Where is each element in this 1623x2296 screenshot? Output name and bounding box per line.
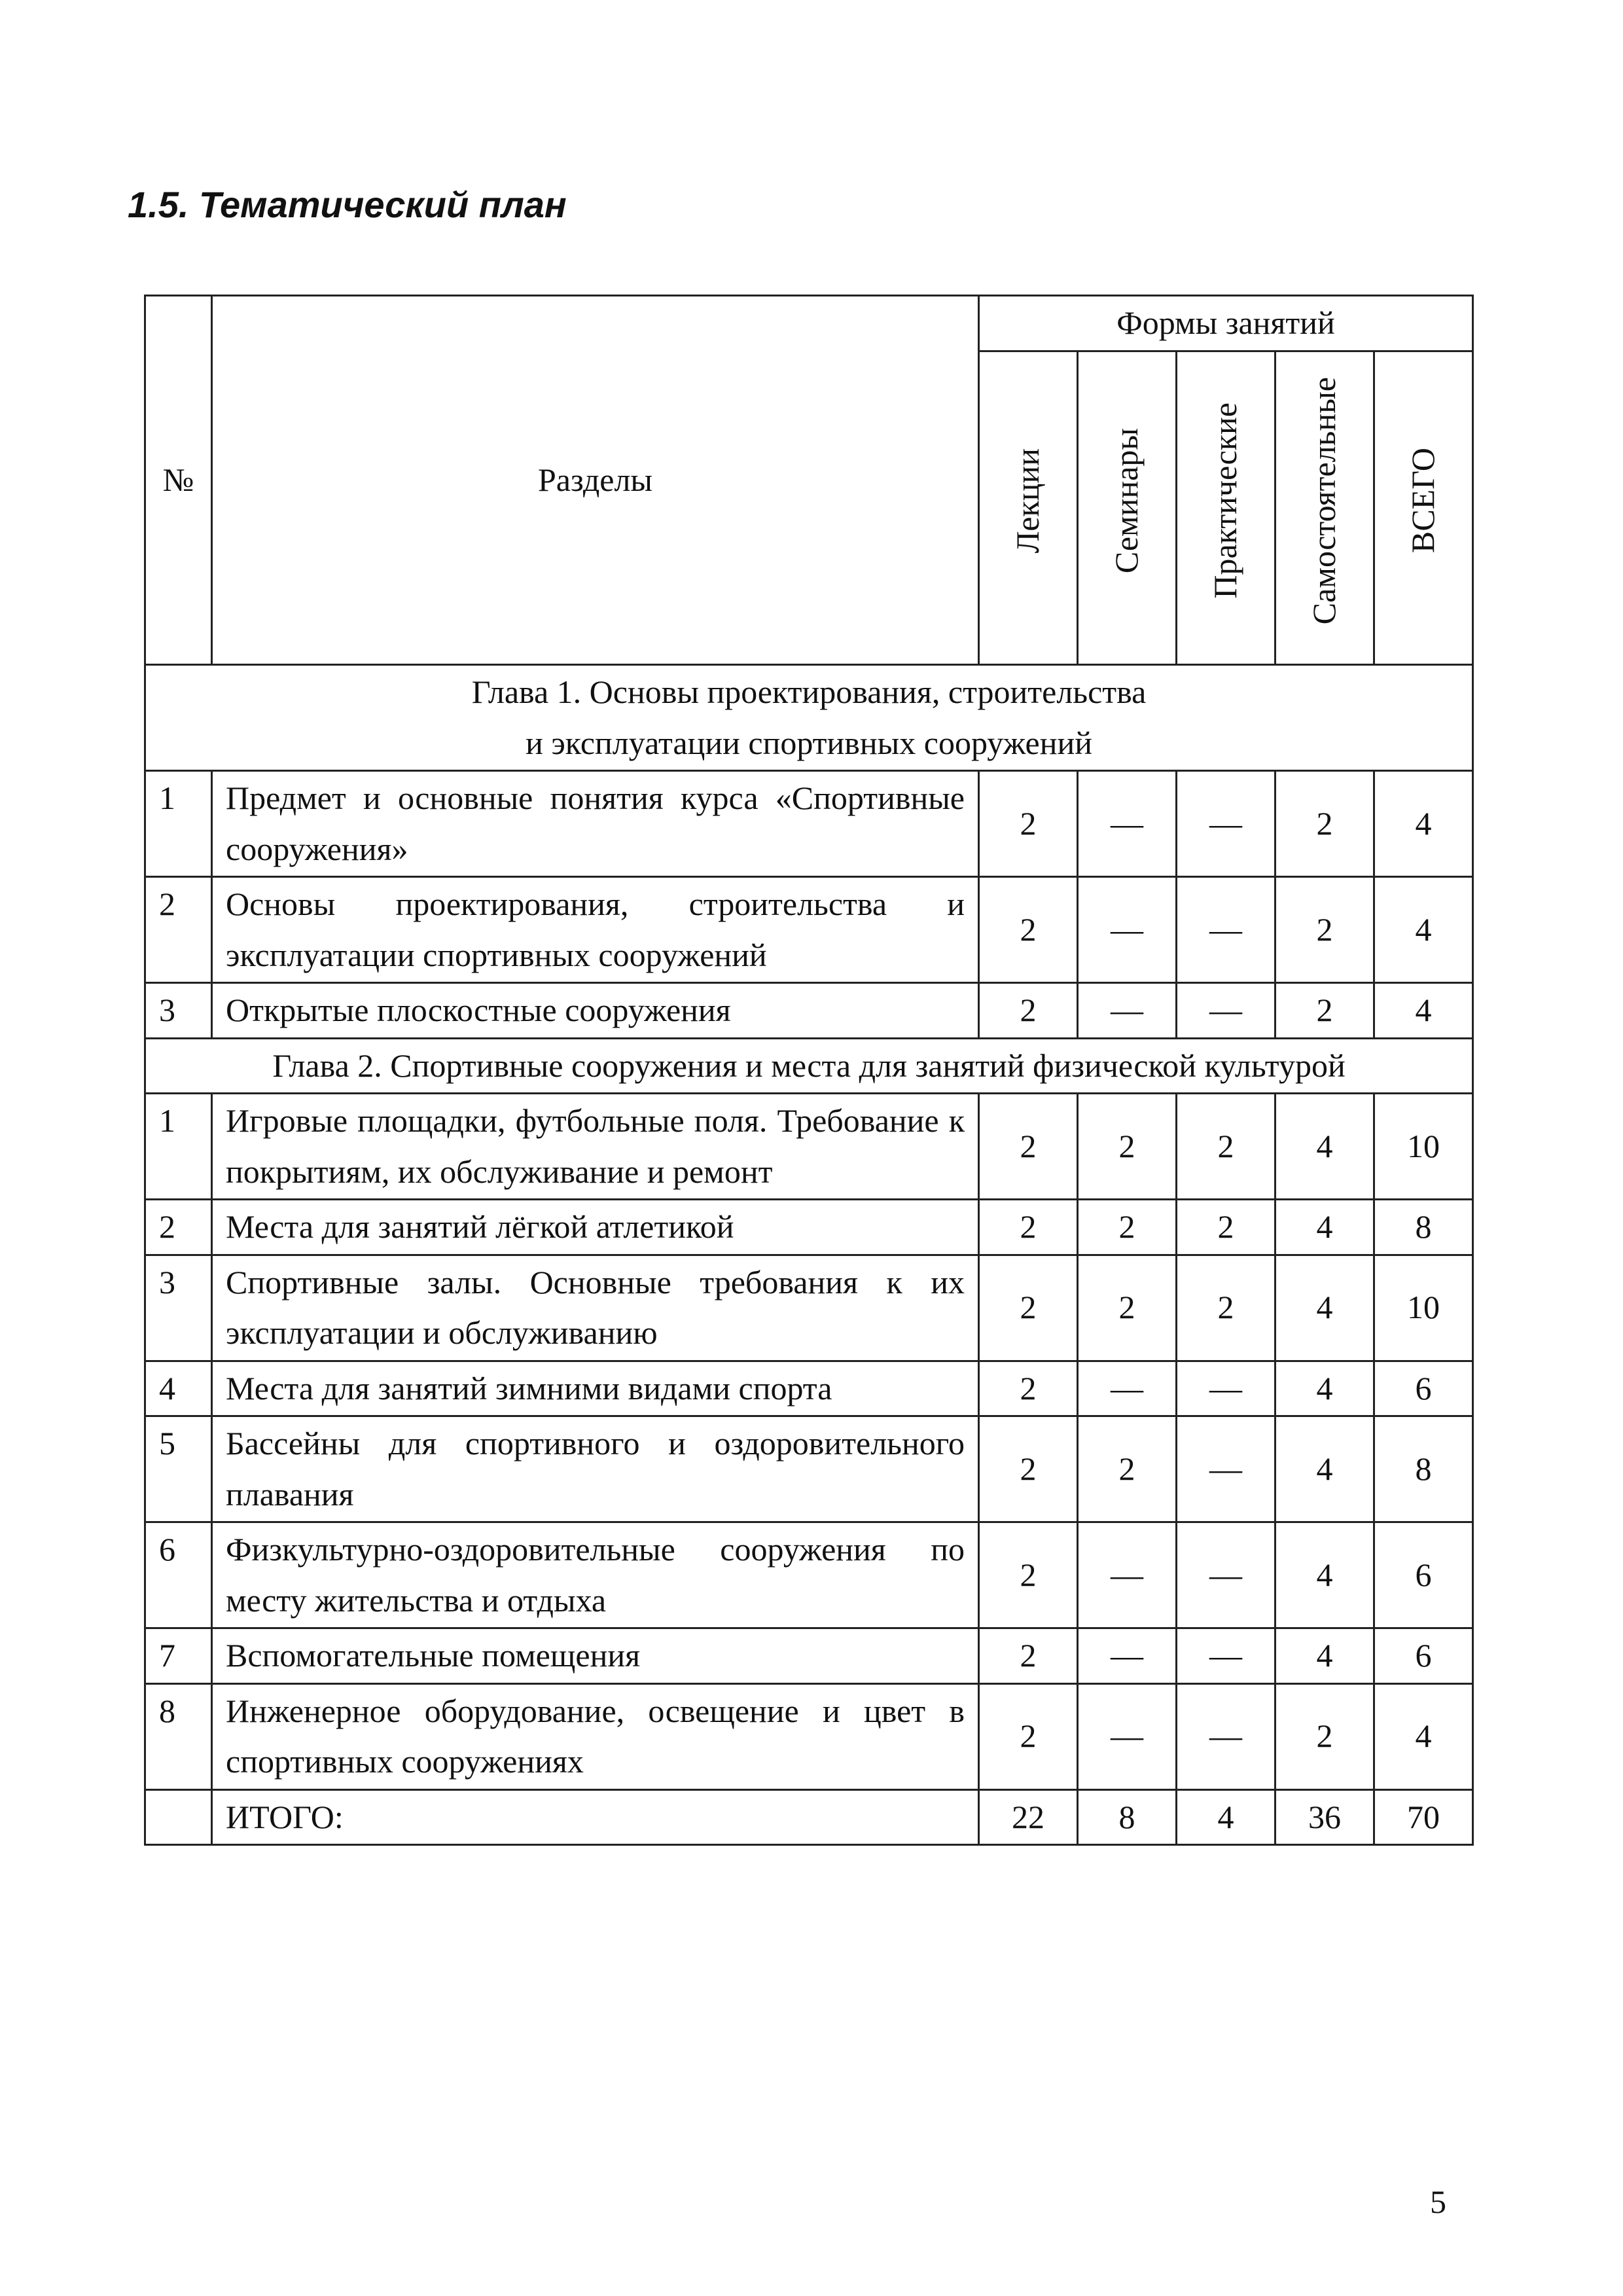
cell-seminars: — xyxy=(1078,983,1177,1039)
row-section: Места для занятий лёгкой атлетикой xyxy=(212,1200,979,1255)
cell-practical: — xyxy=(1177,877,1275,983)
total-row xyxy=(145,1789,1473,1845)
cell-total: 4 xyxy=(1374,983,1473,1039)
header-sections: Разделы xyxy=(212,296,979,665)
cell-independent: 2 xyxy=(1275,877,1374,983)
row-section: Физкультурно-оздоровительные сооружения по месту жительства и отдыха xyxy=(212,1522,979,1628)
chapter-row xyxy=(145,1038,1473,1094)
cell-independent: 2 xyxy=(1275,771,1374,877)
header-practical: Практические xyxy=(1177,351,1275,665)
row-number: 6 xyxy=(145,1522,212,1628)
total-lectures: 22 xyxy=(979,1789,1078,1845)
cell-practical: — xyxy=(1177,1361,1275,1416)
cell-seminars: — xyxy=(1078,1628,1177,1684)
cell-lectures: 2 xyxy=(979,1094,1078,1200)
cell-lectures: 2 xyxy=(979,1255,1078,1361)
cell-independent: 2 xyxy=(1275,1683,1374,1789)
row-number: 3 xyxy=(145,983,212,1039)
cell-total: 10 xyxy=(1374,1094,1473,1200)
row-number: 4 xyxy=(145,1361,212,1416)
cell-independent: 4 xyxy=(1275,1200,1374,1255)
row-number: 1 xyxy=(145,771,212,877)
row-number: 2 xyxy=(145,877,212,983)
cell-independent: 4 xyxy=(1275,1094,1374,1200)
cell-lectures: 2 xyxy=(979,1200,1078,1255)
table-row xyxy=(145,771,1473,877)
header-seminars: Семинары xyxy=(1078,351,1177,665)
row-section: Основы проектирования, строительства и эксплуатации спортивных сооружений xyxy=(212,877,979,983)
cell-lectures: 2 xyxy=(979,983,1078,1039)
header-lectures: Лекции xyxy=(979,351,1078,665)
cell-practical: 2 xyxy=(1177,1200,1275,1255)
cell-practical: — xyxy=(1177,1628,1275,1684)
row-number: 8 xyxy=(145,1683,212,1789)
header-total: ВСЕГО xyxy=(1374,351,1473,665)
thematic-plan-table xyxy=(144,295,1474,1846)
row-section: Вспомогательные помещения xyxy=(212,1628,979,1684)
cell-practical: — xyxy=(1177,1522,1275,1628)
cell-seminars: 2 xyxy=(1078,1255,1177,1361)
cell-practical: — xyxy=(1177,983,1275,1039)
page-number: 5 xyxy=(1430,2183,1446,2220)
cell-lectures: 2 xyxy=(979,771,1078,877)
cell-seminars: 2 xyxy=(1078,1094,1177,1200)
row-number: 5 xyxy=(145,1416,212,1522)
cell-practical: — xyxy=(1177,1416,1275,1522)
cell-seminars: — xyxy=(1078,877,1177,983)
row-section: Бассейны для спортивного и оздоровительного плавания xyxy=(212,1416,979,1522)
table-row xyxy=(145,877,1473,983)
cell-seminars: — xyxy=(1078,771,1177,877)
cell-independent: 4 xyxy=(1275,1416,1374,1522)
table-row xyxy=(145,1255,1473,1361)
cell-total: 4 xyxy=(1374,771,1473,877)
row-number: 1 xyxy=(145,1094,212,1200)
total-independent: 36 xyxy=(1275,1789,1374,1845)
cell-practical: — xyxy=(1177,1683,1275,1789)
table-row xyxy=(145,983,1473,1039)
cell-independent: 4 xyxy=(1275,1361,1374,1416)
cell-lectures: 2 xyxy=(979,1683,1078,1789)
row-section: Инженерное оборудование, освещение и цвет в спортивных сооружениях xyxy=(212,1683,979,1789)
total-all: 70 xyxy=(1374,1789,1473,1845)
cell-lectures: 2 xyxy=(979,1361,1078,1416)
table-row xyxy=(145,1200,1473,1255)
header-num: № xyxy=(145,296,212,665)
cell-independent: 4 xyxy=(1275,1255,1374,1361)
cell-total: 4 xyxy=(1374,1683,1473,1789)
cell-practical: — xyxy=(1177,771,1275,877)
cell-independent: 4 xyxy=(1275,1522,1374,1628)
cell-total: 8 xyxy=(1374,1200,1473,1255)
cell-total: 6 xyxy=(1374,1522,1473,1628)
header-forms-title: Формы занятий xyxy=(979,296,1473,351)
table-row xyxy=(145,1522,1473,1628)
row-section: Игровые площадки, футбольные поля. Требование к покрытиям, их обслуживание и ремонт xyxy=(212,1094,979,1200)
cell-total: 4 xyxy=(1374,877,1473,983)
total-label: ИТОГО: xyxy=(212,1789,979,1845)
cell-total: 8 xyxy=(1374,1416,1473,1522)
chapter-row xyxy=(145,665,1473,771)
cell-seminars: — xyxy=(1078,1361,1177,1416)
header-independent: Самостоятельные xyxy=(1275,351,1374,665)
cell-seminars: — xyxy=(1078,1522,1177,1628)
cell-seminars: 2 xyxy=(1078,1416,1177,1522)
row-section: Предмет и основные понятия курса «Спортивные сооружения» xyxy=(212,771,979,877)
cell-seminars: — xyxy=(1078,1683,1177,1789)
cell-practical: 2 xyxy=(1177,1094,1275,1200)
page-heading: 1.5. Тематический план xyxy=(128,184,567,225)
row-number: 7 xyxy=(145,1628,212,1684)
row-section: Места для занятий зимними видами спорта xyxy=(212,1361,979,1416)
table-row xyxy=(145,1416,1473,1522)
cell-lectures: 2 xyxy=(979,1522,1078,1628)
table-row xyxy=(145,1361,1473,1416)
chapter-title: Глава 1. Основы проектирования, строительства и эксплуатации спортивных сооружений xyxy=(145,665,1473,771)
cell-practical: 2 xyxy=(1177,1255,1275,1361)
table-row xyxy=(145,1094,1473,1200)
total-practical: 4 xyxy=(1177,1789,1275,1845)
cell-independent: 4 xyxy=(1275,1628,1374,1684)
table-row xyxy=(145,1683,1473,1789)
cell-lectures: 2 xyxy=(979,1628,1078,1684)
cell-independent: 2 xyxy=(1275,983,1374,1039)
cell-total: 10 xyxy=(1374,1255,1473,1361)
total-num-cell xyxy=(145,1789,212,1845)
chapter-title: Глава 2. Спортивные сооружения и места для занятий физической культурой xyxy=(145,1038,1473,1094)
row-section: Спортивные залы. Основные требования к их эксплуатации и обслуживанию xyxy=(212,1255,979,1361)
table-row xyxy=(145,1628,1473,1684)
row-section: Открытые плоскостные сооружения xyxy=(212,983,979,1039)
total-seminars: 8 xyxy=(1078,1789,1177,1845)
row-number: 3 xyxy=(145,1255,212,1361)
cell-lectures: 2 xyxy=(979,1416,1078,1522)
cell-total: 6 xyxy=(1374,1628,1473,1684)
cell-total: 6 xyxy=(1374,1361,1473,1416)
cell-seminars: 2 xyxy=(1078,1200,1177,1255)
row-number: 2 xyxy=(145,1200,212,1255)
cell-lectures: 2 xyxy=(979,877,1078,983)
